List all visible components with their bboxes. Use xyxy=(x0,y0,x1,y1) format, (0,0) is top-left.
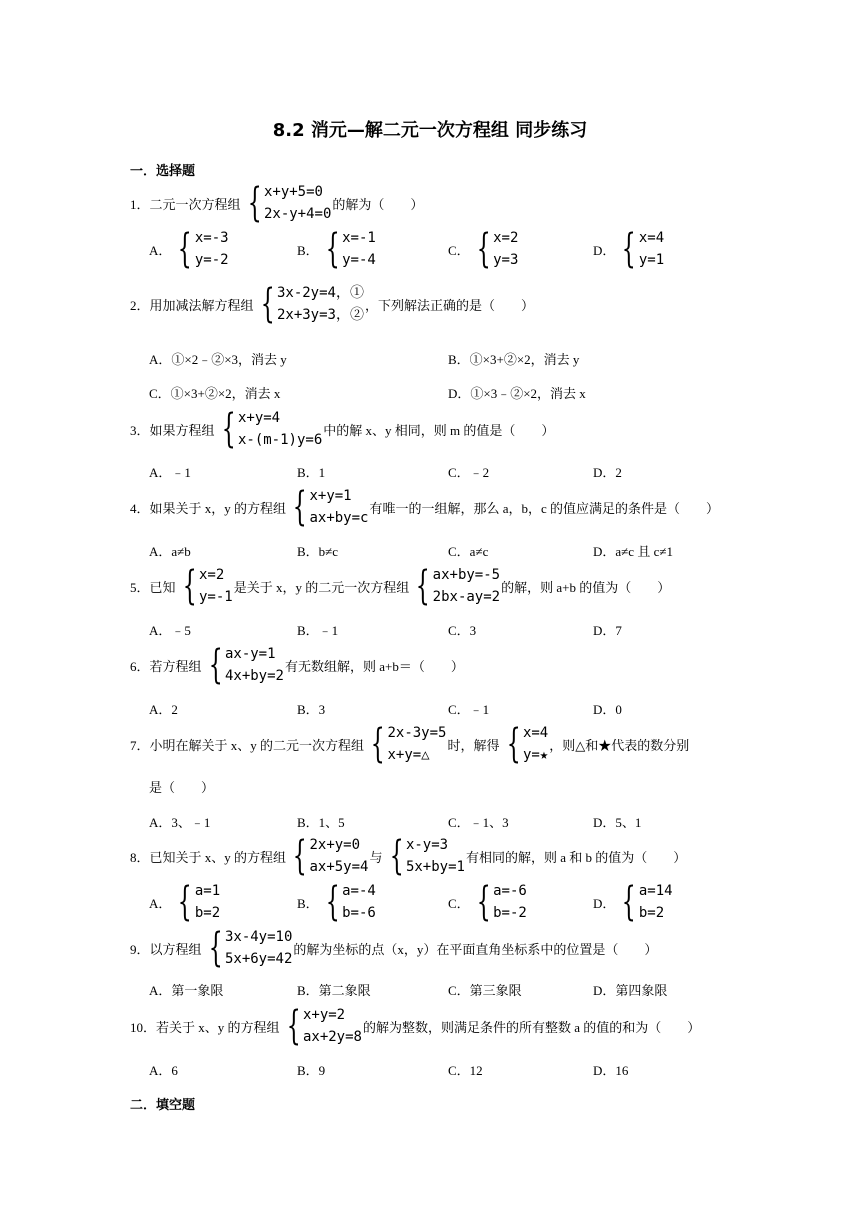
equation-system: { x+y=4 x-(m-1)y=6 xyxy=(221,406,323,452)
question-4 xyxy=(130,485,719,529)
option-b[interactable]: B． { a=-4 b=-6 xyxy=(297,879,376,925)
equation-system: { x+y=2 ax+2y=8 xyxy=(286,1003,362,1049)
question-8-mid: 与 xyxy=(369,849,383,865)
option-a[interactable]: A．第一象限 xyxy=(149,983,224,998)
question-8 xyxy=(130,834,686,878)
option-d[interactable]: D．第四象限 xyxy=(593,983,668,998)
option-c[interactable]: C． { a=-6 b=-2 xyxy=(448,879,527,925)
option-c[interactable]: C．3 xyxy=(448,623,477,638)
option-b[interactable]: B．3 xyxy=(297,702,326,717)
question-2 xyxy=(130,282,534,326)
option-b[interactable]: B．第二象限 xyxy=(297,983,371,998)
question-10 xyxy=(130,1004,700,1048)
question-1 xyxy=(130,181,423,225)
option-a[interactable]: A． { a=1 b=2 xyxy=(149,879,221,925)
equation-system: { 3x-2y=4，① 2x+3y=3，② xyxy=(260,281,364,327)
option-b[interactable]: B． { x=-1 y=-4 xyxy=(297,226,376,272)
option-b[interactable]: B．①×3+②×2，消去 y xyxy=(448,352,580,367)
equation-system: { x+y+5=0 2x-y+4=0 xyxy=(247,180,332,226)
question-5 xyxy=(130,564,670,608)
question-5-mid: 是关于 x，y 的二元一次方程组 xyxy=(233,579,410,595)
option-d[interactable]: D． { a=14 b=2 xyxy=(593,879,673,925)
question-10-stem: 10．若关于 x、y 的方程组 xyxy=(130,1019,280,1035)
option-a[interactable]: A．6 xyxy=(149,1063,178,1078)
option-c[interactable]: C．a≠c xyxy=(448,544,489,559)
question-6-stem: 6．若方程组 xyxy=(130,658,202,674)
question-7-mid: 时，解得 xyxy=(447,737,500,753)
question-8-tail: 有相同的解，则 a 和 b 的值为（ ） xyxy=(465,849,687,865)
question-9-stem: 9．以方程组 xyxy=(130,941,202,957)
question-3-tail: 中的解 x、y 相同，则 m 的值是（ ） xyxy=(323,422,555,438)
question-7-tail: ，则△和★代表的数分别 xyxy=(549,737,690,753)
equation-system: { x=4 y=★ xyxy=(506,721,549,767)
option-c[interactable]: C．﹣1 xyxy=(448,702,490,717)
option-b[interactable]: B．b≠c xyxy=(297,544,339,559)
equation-system: { ax-y=1 4x+by=2 xyxy=(208,642,284,688)
equation-system: { 2x+y=0 ax+5y=4 xyxy=(292,833,369,879)
question-6 xyxy=(130,643,464,687)
option-d[interactable]: D．①×3﹣②×2，消去 x xyxy=(448,386,586,401)
option-d[interactable]: D． { x=4 y=1 xyxy=(593,226,665,272)
question-2-tail: ，下列解法正确的是（ ） xyxy=(364,297,534,313)
option-d[interactable]: D．a≠c 且 c≠1 xyxy=(593,544,673,559)
equation-system: { 3x-4y=10 5x+6y=42 xyxy=(208,925,293,971)
option-a[interactable]: A． { x=-3 y=-2 xyxy=(149,226,229,272)
page-title: 8.2 消元—解二元一次方程组 同步练习 xyxy=(272,120,588,141)
question-6-tail: 有无数组解，则 a+b＝（ ） xyxy=(284,658,464,674)
option-d[interactable]: D．0 xyxy=(593,702,622,717)
question-10-tail: 的解为整数，则满足条件的所有整数 a 的值的和为（ ） xyxy=(362,1019,701,1035)
question-8-stem: 8．已知关于 x、y 的方程组 xyxy=(130,849,287,865)
option-a[interactable]: A．3、﹣1 xyxy=(149,815,211,830)
question-4-stem: 4．如果关于 x，y 的方程组 xyxy=(130,500,287,516)
option-c[interactable]: C．①×3+②×2，消去 x xyxy=(149,386,281,401)
question-7-continuation: 是（ ） xyxy=(149,780,215,795)
question-1-tail: 的解为（ ） xyxy=(332,196,424,212)
option-c[interactable]: C．12 xyxy=(448,1063,483,1078)
section-heading-fill: 二．填空题 xyxy=(130,1097,196,1112)
question-9-tail: 的解为坐标的点（x，y）在平面直角坐标系中的位置是（ ） xyxy=(293,941,658,957)
option-d[interactable]: D．2 xyxy=(593,465,622,480)
equation-system: { x=2 y=-1 xyxy=(182,563,233,609)
option-d[interactable]: D．5、1 xyxy=(593,815,642,830)
option-a[interactable]: A．2 xyxy=(149,702,178,717)
question-4-tail: 有唯一的一组解，那么 a，b，c 的值应满足的条件是（ ） xyxy=(369,500,720,516)
equation-system: { x+y=1 ax+by=c xyxy=(292,484,369,530)
question-1-stem: 1．二元一次方程组 xyxy=(130,196,241,212)
option-c[interactable]: C．﹣1、3 xyxy=(448,815,509,830)
option-c[interactable]: C． { x=2 y=3 xyxy=(448,226,519,272)
section-heading-choice: 一．选择题 xyxy=(130,163,196,178)
option-a[interactable]: A．a≠b xyxy=(149,544,191,559)
option-d[interactable]: D．7 xyxy=(593,623,622,638)
question-2-stem: 2．用加减法解方程组 xyxy=(130,297,254,313)
question-5-tail: 的解，则 a+b 的值为（ ） xyxy=(501,579,671,595)
option-b[interactable]: B．1、5 xyxy=(297,815,345,830)
question-3 xyxy=(130,407,554,451)
question-7 xyxy=(130,722,689,766)
option-b[interactable]: B．9 xyxy=(297,1063,326,1078)
option-c[interactable]: C．﹣2 xyxy=(448,465,490,480)
question-5-stem: 5．已知 xyxy=(130,579,176,595)
option-a[interactable]: A．﹣5 xyxy=(149,623,191,638)
option-b[interactable]: B．1 xyxy=(297,465,326,480)
equation-system: { 2x-3y=5 x+y=△ xyxy=(370,721,447,767)
equation-system: { x-y=3 5x+by=1 xyxy=(389,833,465,879)
question-7-stem: 7．小明在解关于 x、y 的二元一次方程组 xyxy=(130,737,365,753)
equation-system: { ax+by=-5 2bx-ay=2 xyxy=(415,563,501,609)
option-b[interactable]: B．﹣1 xyxy=(297,623,339,638)
option-a[interactable]: A．﹣1 xyxy=(149,465,191,480)
option-c[interactable]: C．第三象限 xyxy=(448,983,522,998)
option-a[interactable]: A．①×2﹣②×3，消去 y xyxy=(149,352,287,367)
question-3-stem: 3．如果方程组 xyxy=(130,422,215,438)
question-9 xyxy=(130,926,657,970)
option-d[interactable]: D．16 xyxy=(593,1063,629,1078)
